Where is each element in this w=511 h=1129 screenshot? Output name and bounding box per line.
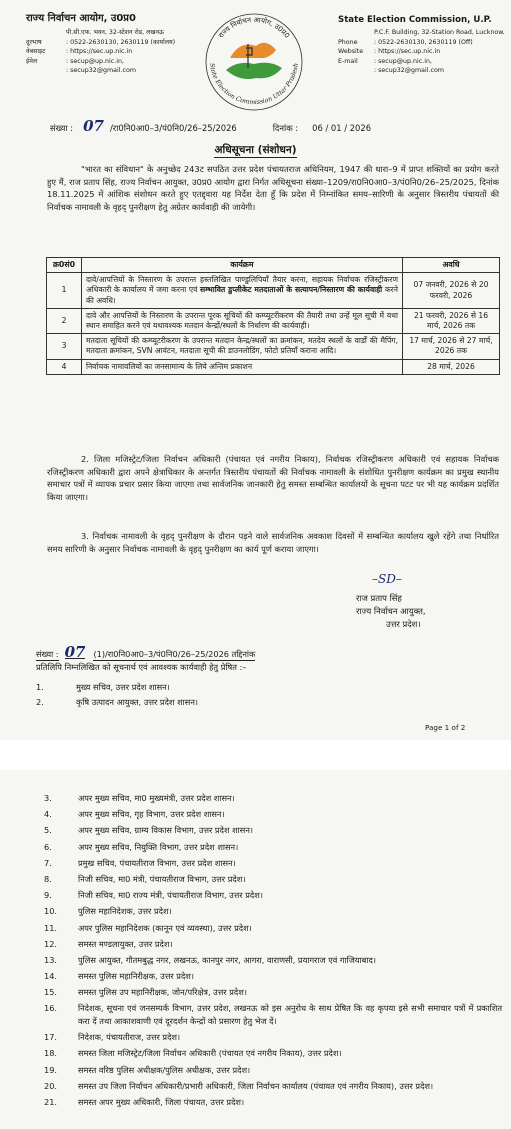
- list-item: 1. मुख्य सचिव, उत्तर प्रदेश शासन।: [36, 682, 170, 692]
- copy-list-page2: [44, 792, 502, 1112]
- header-right-line: E-mail : secup@up.nic.in,: [338, 57, 432, 65]
- ref-number: 07: [83, 117, 104, 135]
- copy-ref-line2: प्रतिलिपि निम्नलिखित को सूचनार्थ एवं आवश्यक कार्यवाही हेतु प्रेषित :–: [36, 662, 247, 672]
- paragraph-3: 3. निर्वाचक नामावली के वृहद् पुनरीक्षण के दौरान पड़ने वाले सार्वजनिक अवकाश दिवसों में सम्बन्धित कार्यालय खुले रहेंगे तथा निर्धारित समय सारिणी के अनुसार निर्वाचक नामावली के वृहद् पुनरीक्षण का कार्य पूर्ण कराया जाएगा।: [47, 531, 499, 554]
- header-left-line: दूरभाष : 0522-2630130, 2630119 (कार्यालय): [26, 38, 176, 46]
- list-item-number: 16.: [44, 1003, 58, 1014]
- list-item-text: पुलिस महानिदेशक, उत्तर प्रदेश।: [78, 906, 172, 917]
- header-programme: कार्यक्रम: [82, 258, 403, 273]
- paragraph-2: 2. जिला मजिस्ट्रेट/जिला निर्वाचन अधिकारी (पंचायत एवं नगरीय निकाय), निर्वाचक रजिस्ट्रीकरण अधिकारी एवं सहायक निर्वाचक रजिस्ट्रीकरण अधिकारी द्वारा अपने क्षेत्राधिकार के अन्तर्गत त्रिस्तरीय पंचायतों की निर्वाचक नामावली के संशोधित पुनरीक्षण कार्यक्रम का प्रमुख स्थानीय समाचार पत्रों में व्यापक प्रचार प्रसार किया जाएगा तथा सार्वजनिक जानकारी हेतु समस्त सम्बन्धित कार्यालयों के सूचना पटट पर भी यह कार्यक्रम प्रदर्शित किया जाएगा।: [47, 454, 499, 502]
- list-item-number: 7.: [44, 857, 52, 868]
- list-item-text: निजी सचिव, मा0 मंत्री, पंचायतीराज विभाग, उत्तर प्रदेश।: [78, 873, 246, 884]
- notification-title: अधिसूचना (संशोधन): [214, 144, 297, 156]
- header-left-line: ईमेल : secup@up.nic.in,: [26, 57, 124, 65]
- page-number: Page 1 of 2: [425, 723, 466, 732]
- page-gap: [0, 740, 511, 770]
- list-item: [44, 1002, 502, 1027]
- svg-text:State Election Commission Utta: State Election Commission Uttar Pradesh: [208, 62, 300, 107]
- table-row: 4 निर्वाचक नामावलियों का जनसामान्य के लिये अन्तिम प्रकाशन 28 मार्च, 2026: [47, 359, 500, 374]
- list-item-number: 3.: [44, 793, 52, 803]
- list-item: [44, 954, 502, 967]
- table-row: 3 मतदाता सूचियों की कम्प्यूटरीकरण के उपरान्त मतदान केन्द्र/स्थलों का क्रमांकन, मतदेय स्थलों के वार्डों की मैपिंग, मतदाता क्रमांकन, SVN आवंटन, मतदाता सूची की डाउनलोडिंग, फोटो प्रतियाँ कराना आदि। 17 मार्च, 2026 से 27 मार्च, 2026 तक: [47, 334, 500, 359]
- header-right-line: Phone : 0522-2630130, 2630119 (Off): [338, 38, 473, 46]
- svg-text:राज्य निर्वाचन आयोग, उ0प्र0: राज्य निर्वाचन आयोग, उ0प्र0: [216, 15, 292, 40]
- header-period: अवधि: [403, 258, 500, 273]
- signature-block: [356, 592, 426, 631]
- schedule-header-row: [47, 258, 500, 273]
- schedule-table: [46, 257, 500, 375]
- list-item-text: अपर मुख्य सचिव, ग्राम्य विकास विभाग, उत्तर प्रदेश शासन।: [78, 825, 253, 836]
- list-item: [44, 873, 502, 886]
- list-item-number: 5.: [44, 825, 52, 836]
- list-item-text: अपर मुख्य सचिव, मा0 मुख्यमंत्री, उत्तर प्रदेश शासन।: [78, 793, 235, 803]
- list-item-text: समस्त अपर मुख्य अधिकारी, जिला पंचायत, उत्तर प्रदेश।: [78, 1096, 245, 1107]
- list-item-number: 6.: [44, 841, 52, 852]
- list-item-number: 15.: [44, 987, 58, 998]
- list-item: [44, 841, 502, 854]
- list-item-text: प्रमुख सचिव, पंचायतीराज विभाग, उत्तर प्रदेश शासन।: [78, 857, 236, 868]
- list-item-text: अपर मुख्य सचिव, गृह विभाग, उत्तर प्रदेश शासन।: [78, 809, 225, 820]
- list-item-text: अपर पुलिस महानिदेशक (कानून एवं व्यवस्था), उत्तर प्रदेश।: [78, 922, 252, 933]
- list-item: [44, 938, 502, 951]
- list-item-number: 4.: [44, 809, 52, 820]
- signature-mark: –SD–: [372, 572, 402, 586]
- list-item-number: 21.: [44, 1096, 58, 1107]
- list-item: [44, 1064, 502, 1077]
- intro-paragraph: "भारत का संविधान" के अनुच्छेद 243ट सपठित उत्तर प्रदेश पंचायतराज अधिनियम, 1947 की धारा–9 में प्राप्त शक्तियों का प्रयोग करते हुए मैं, राज प्रताप सिंह, राज्य निर्वाचन आयुक्त, उ0प्र0 आयोग द्वारा निर्गत अधिसूचना संख्या–1209/रा0नि0आ0–3/पं0नि0/26–25/2025, दिनांक 18.11.2025 में आंशिक संशोधन करते हुए एतद्द्वारा यह निर्देश देता हूँ कि प्रदेश में निम्नांकित समय–सारिणी के अनुसार त्रिस्तरीय पंचायतों की निर्वाचक नामावली के वृहद् पुनरीक्षण हेतु अग्रेतर कार्यवाही की जायेगी।: [47, 164, 499, 212]
- list-item-number: 10.: [44, 906, 58, 917]
- list-item-number: 13.: [44, 954, 58, 965]
- list-item: [44, 922, 502, 935]
- list-item-text: निदेशक, सूचना एवं जनसम्पर्क विभाग, उत्तर प्रदेश, लखनऊ को इस अनुरोध के साथ प्रेषित कि वह कृपया इसे सभी समाचार पत्रों में प्रकाशित करा दें तथा आकाशवाणी एवं दूरदर्शन केन्द्रों को प्रसारण हेतु भेज दें।: [78, 1003, 502, 1027]
- header-right-line: : secup32@gmail.com: [374, 67, 444, 75]
- list-item-number: 14.: [44, 971, 58, 982]
- list-item-text: निजी सचिव, मा0 राज्य मंत्री, पंचायतीराज विभाग, उत्तर प्रदेश।: [78, 890, 263, 901]
- list-item: [44, 1096, 502, 1109]
- list-item: [44, 889, 502, 902]
- copy-reference: [36, 643, 506, 673]
- list-item-text: अपर मुख्य सचिव, नियुक्ति विभाग, उत्तर प्रदेश शासन।: [78, 841, 239, 852]
- copy-ref-label: संख्या :: [36, 649, 59, 659]
- list-item: [44, 970, 502, 983]
- org-name-hindi: राज्य निर्वाचन आयोग, उ0प्र0: [26, 13, 136, 24]
- header-left-line: पी.सी.एफ. भवन, 32-स्टेशन रोड, लखनऊ: [66, 29, 164, 36]
- list-item: 2. कृषि उत्पादन आयुक्त, उत्तर प्रदेश शासन।: [36, 697, 198, 707]
- copy-ref-code: (1)/रा0नि0आ0–3/पं0नि0/26–25/2026 तद्दिनांक: [93, 649, 256, 659]
- list-item: [44, 857, 502, 870]
- date-label: दिनांक :: [272, 123, 299, 133]
- ref-code: /रा0नि0आ0–3/पं0नि0/26–25/2026: [109, 123, 237, 133]
- list-item-number: 11.: [44, 922, 58, 933]
- list-item: [44, 824, 502, 837]
- copy-list-page1: [36, 680, 198, 710]
- header-left-line: : secup32@gmail.com: [66, 67, 136, 75]
- table-row: 2 दावे और आपत्तियों के निस्तारण के उपरान्त पूरक सूचियों की कम्प्यूटरीकरण की तैयारी तथा उन्हें मूल सूची में यथा स्थान समाहित करने एवं यथावश्यक मतदान केन्द्रों/स्थलों के निर्धारण की कार्यवाही। 21 फरवरी, 2026 से 16 मार्च, 2026 तक: [47, 308, 500, 333]
- list-item-number: 8.: [44, 873, 52, 884]
- signatory-state: उत्तर प्रदेश।: [386, 619, 421, 629]
- header-left-hindi: [26, 12, 216, 76]
- list-item-text: समस्त उप जिला निर्वाचन अधिकारी/प्रभारी अधिकारी, जिला निर्वाचन कार्यालय (पंचायत एवं नगरीय निकाय), उत्तर प्रदेश।: [78, 1080, 434, 1091]
- signatory-name: राज प्रताप सिंह: [356, 593, 402, 603]
- list-item: [44, 1080, 502, 1093]
- list-item: [44, 986, 502, 999]
- signatory-designation: राज्य निर्वाचन आयुक्त,: [356, 606, 426, 616]
- list-item-number: 18.: [44, 1048, 58, 1059]
- document-page-2: [0, 770, 511, 1129]
- list-item-number: 9.: [44, 890, 52, 901]
- list-item-number: 20.: [44, 1080, 58, 1091]
- list-item-text: निदेशक, पंचायतीराज, उत्तर प्रदेश।: [78, 1032, 181, 1043]
- list-item: [44, 808, 502, 821]
- header-right-line: P.C.F. Building, 32-Station Road, Lucknow.: [374, 29, 505, 36]
- list-item-text: समस्त वरिष्ठ पुलिस अधीक्षक/पुलिस अधीक्षक, उत्तर प्रदेश।: [78, 1064, 251, 1075]
- commission-emblem-logo: [200, 8, 308, 112]
- list-item-text: समस्त पुलिस उप महानिरीक्षक, जोन/परिक्षेत्र, उत्तर प्रदेश।: [78, 987, 247, 998]
- list-item-number: 17.: [44, 1032, 58, 1043]
- list-item: [44, 1031, 502, 1044]
- header-right-english: [338, 14, 508, 76]
- header-right-line: Website : https://sec.up.nic.in: [338, 48, 441, 56]
- list-item-number: 19.: [44, 1064, 58, 1075]
- list-item: [44, 905, 502, 918]
- header-left-line: वेबसाइट : https://sec.up.nic.in: [26, 48, 133, 56]
- list-item-text: समस्त पुलिस महानिरीक्षक, उत्तर प्रदेश।: [78, 971, 194, 982]
- table-row: 1 दावे/आपत्तियों के निस्तारण के उपरान्त हस्तलिखित पाण्डुलिपियाँ तैयार करना, सहायक निर्वाचक रजिस्ट्रीकरण अधिकारी के कार्यालय में जमा करना एवं सम्भावित डुप्लीकेट मतदाताओं के सत्यापन/निस्तारण की कार्यवाही करने की अवधि। 07 जनवरी, 2026 से 20 फरवरी, 2026: [47, 273, 500, 309]
- list-item-text: समस्त जिला मजिस्ट्रेट/जिला निर्वाचन अधिकारी (पंचायत एवं नगरीय निकाय), उत्तर प्रदेश।: [78, 1048, 342, 1059]
- list-item: [44, 1047, 502, 1060]
- list-item-text: पुलिस आयुक्त, गौतमबुद्ध नगर, लखनऊ, कानपुर नगर, आगरा, वाराणसी, प्रयागराज एवं गाजियाबाद।: [78, 954, 376, 965]
- reference-line: [50, 117, 490, 135]
- org-name-english: State Election Commission, U.P.: [338, 15, 492, 25]
- list-item: [44, 792, 502, 805]
- copy-ref-number: 07: [64, 643, 86, 661]
- list-item-text: समस्त मण्डलायुक्त, उत्तर प्रदेश।: [78, 938, 173, 949]
- date-value: 06 / 01 / 2026: [312, 123, 372, 133]
- ref-label: संख्या :: [50, 123, 74, 133]
- list-item-number: 12.: [44, 938, 58, 949]
- header-serial: क्र0सं0: [47, 258, 82, 273]
